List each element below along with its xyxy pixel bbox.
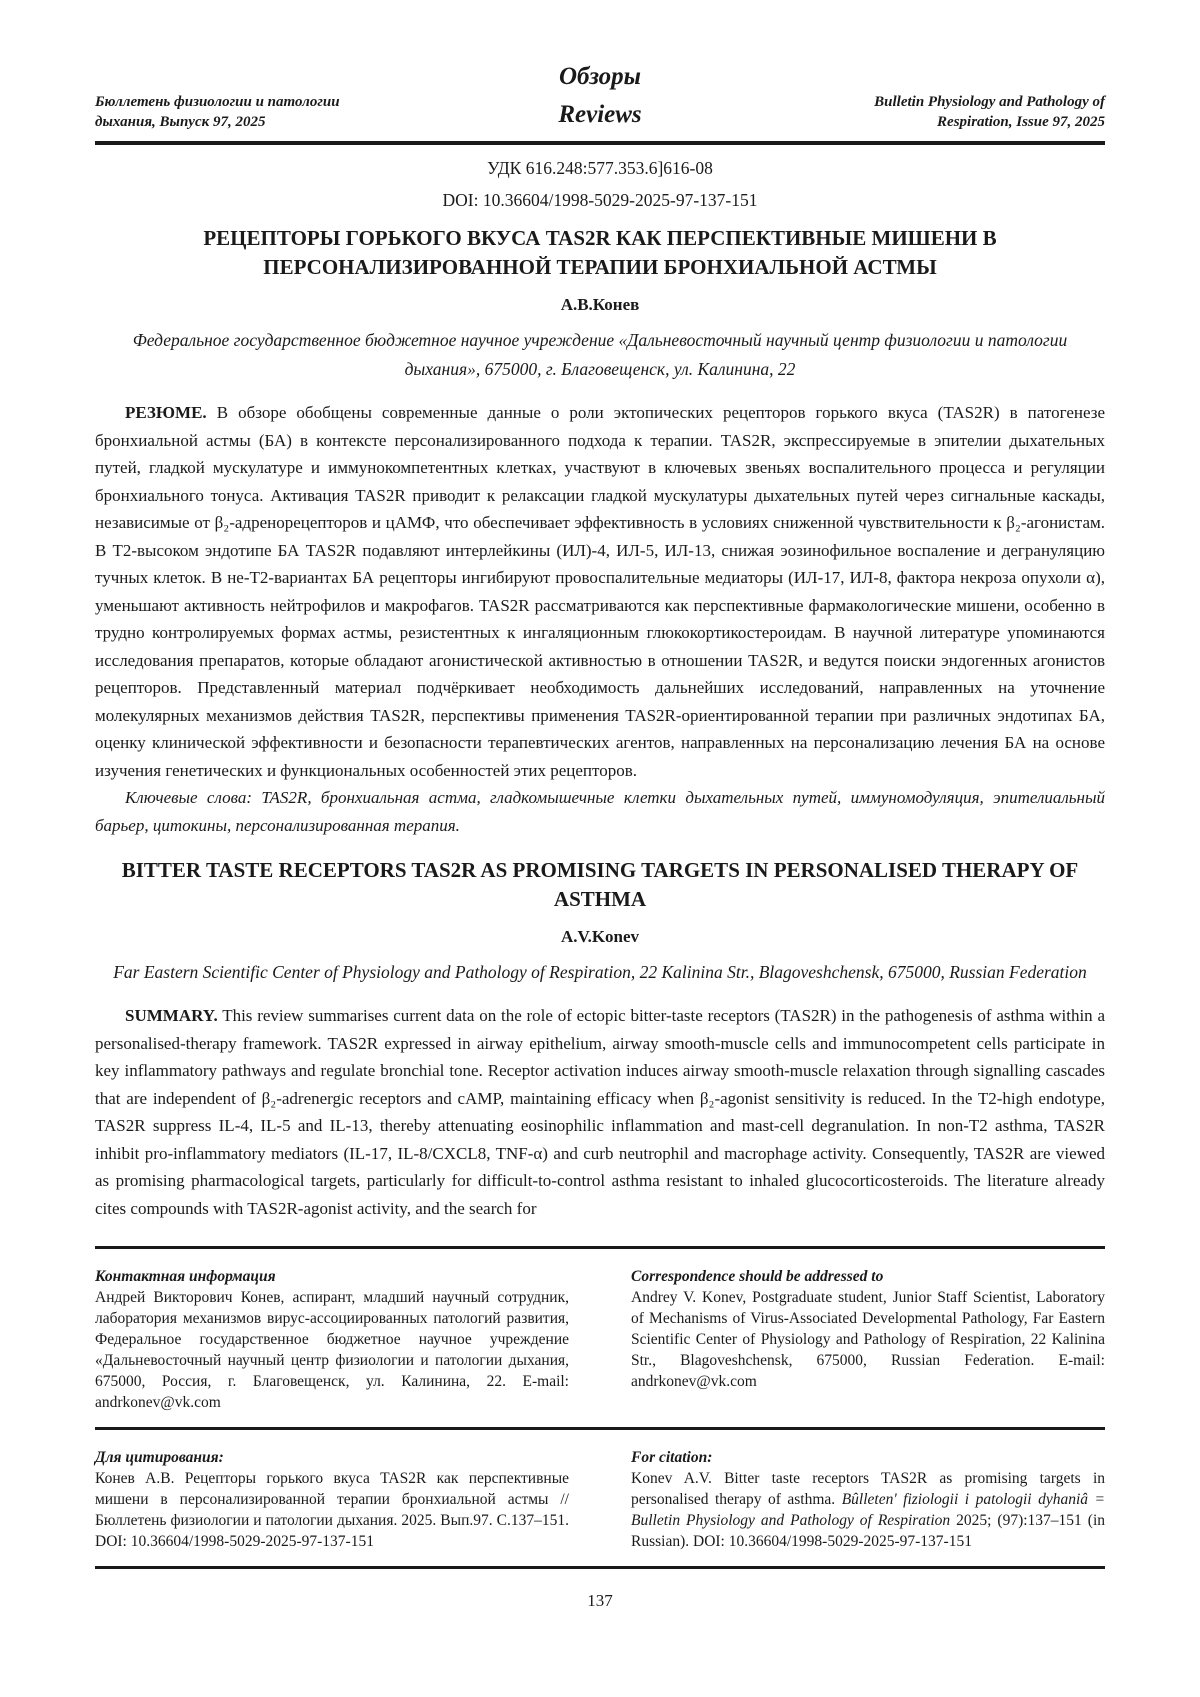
abstract-ru-text: В обзоре обобщены современные данные о роли эктопических рецепторов горького вкуса (TAS2R) в патогенезе бронхиальной астмы (БА) в контексте персонализированного подхода к терапии. TAS2R, экспрессируемые в эпителии дыхательных путей, гладкой мускулатуре и иммунокомпетентных клетках, участвуют в ключевых звеньях воспалительного процесса и регуляции бронхиального тонуса. Активация TAS2R приводит к релаксации гладкой мускулатуры дыхательных путей через сигнальные каскады, независимые от β₂-адренорецепторов и цАМФ, что обеспечивает эффективность в условиях сниженной чувствительности к β₂-агонистам. В Т2-высоком эндотипе БА TAS2R подавляют интерлейкины (ИЛ)-4, ИЛ-5, ИЛ-13, снижая эозинофильное воспаление и дегрануляцию тучных клеток. В не-Т2-вариантах БА рецепторы ингибируют провоспалительные медиаторы (ИЛ-17, ИЛ-8, фактора некроза опухоли α), уменьшают активность нейтрофилов и макрофагов. TAS2R рассматриваются как перспективные фармакологические мишени, особенно в трудно контролируемых формах астмы, резистентных к ингаляционным глюкокортикостероидам. В научной литературе упоминаются исследования препаратов, которые обладают агонистической активностью в отношении TAS2R, и ведутся поиски эндогенных агонистов рецепторов. Представленный материал подчёркивает необходимость дальнейших исследований, направленных на уточнение молекулярных механизмов действия TAS2R, перспективы применения TAS2R-ориентированной терапии при различных эндотипах БА, оценку клинической эффективности и безопасности терапевтических агентов, направленных на персонализацию лечения БА на основе изучения генетических и функциональных особенностей этих рецепторов.: [95, 403, 1105, 780]
citation-en-text-end: 2025; (97):137–151 (in Russian). DOI: 10.36604/1998-5029-2025-97-137-151: [631, 1512, 1105, 1550]
footer-rule: [95, 1566, 1105, 1569]
citation-column-ru: [95, 1447, 569, 1552]
article-title-ru: РЕЦЕПТОРЫ ГОРЬКОГО ВКУСА TAS2R КАК ПЕРСПЕКТИВНЫЕ МИШЕНИ В ПЕРСОНАЛИЗИРОВАННОЙ ТЕРАПИИ БРОНХИАЛЬНОЙ АСТМЫ: [203, 226, 997, 279]
journal-name-ru: [95, 93, 395, 132]
contact-column-en: [631, 1266, 1105, 1413]
page-number: 137: [587, 1591, 613, 1610]
udk-number: УДК 616.248:577.353.6]616-08: [487, 158, 713, 178]
contact-heading-en: Correspondence should be addressed to: [631, 1268, 884, 1285]
citation-heading-ru: Для цитирования:: [95, 1449, 224, 1466]
contact-heading-ru: Контактная информация: [95, 1268, 276, 1285]
journal-name-en-line2: Respiration, Issue 97, 2025: [937, 113, 1105, 130]
journal-name-en: [805, 93, 1105, 132]
summary-en-text: This review summarises current data on the role of ectopic bitter-taste receptors (TAS2R) in the pathogenesis of asthma within a personalised-therapy framework. TAS2R expressed in airway epithelium, airway smooth-muscle cells and immunocompetent cells participate in key inflammatory pathways and regulate bronchial tone. Receptor activation induces airway smooth-muscle relaxation through signalling cascades that are independent of β₂-adrenergic receptors and cAMP, maintaining efficacy when β₂-agonist sensitivity is reduced. In the T2-high endotype, TAS2R suppress IL-4, IL-5 and IL-13, thereby attenuating eosinophilic inflammation and mast-cell degranulation. In non-T2 asthma, TAS2R inhibit pro-inflammatory mediators (IL-17, IL-8/CXCL8, TNF-α) and curb neutrophil and macrophage activity. Consequently, TAS2R are viewed as promising pharmacological targets, particularly for difficult-to-control asthma resistant to inhaled glucocorticosteroids. The literature already cites compounds with TAS2R-agonist activity, and the search for: [95, 1006, 1105, 1218]
keywords-ru: Ключевые слова: TAS2R, бронхиальная астма, гладкомышечные клетки дыхательных путей, иммуномодуляция, эпителиальный барьер, цитокины, персонализированная терапия.: [95, 788, 1105, 835]
doi-number: DOI: 10.36604/1998-5029-2025-97-137-151: [442, 190, 758, 210]
journal-name-ru-line2: дыхания, Выпуск 97, 2025: [95, 113, 266, 130]
affiliation-ru: Федеральное государственное бюджетное научное учреждение «Дальневосточный научный центр физиологии и патологии дыхания», 675000, г. Благовещенск, ул. Калинина, 22: [132, 330, 1068, 379]
section-heading-en: Reviews: [558, 101, 642, 128]
citation-body-ru: Конев А.В. Рецепторы горького вкуса TAS2R как перспективные мишени в персонализированной терапии бронхиальной астмы // Бюллетень физиологии и патологии дыхания. 2025. Вып.97. С.137–151. DOI: 10.36604/1998-5029-2025-97-137-151: [95, 1470, 569, 1550]
article-title-en: BITTER TASTE RECEPTORS TAS2R AS PROMISING TARGETS IN PERSONALISED THERAPY OF ASTHMA: [121, 858, 1079, 911]
author-ru: А.В.Конев: [560, 295, 640, 314]
masthead-rule: [95, 141, 1105, 145]
journal-name-en-line1: Bulletin Physiology and Pathology of: [874, 94, 1105, 110]
summary-en-label: SUMMARY.: [125, 1006, 218, 1025]
summary-en: [95, 1002, 1105, 1222]
contact-body-en: Andrey V. Konev, Postgraduate student, Junior Staff Scientist, Laboratory of Mechanisms of Virus-Associated Developmental Pathology, Far Eastern Scientific Center of Physiology and Pathology of Respiration, 22 Kalinina Str., Blagoveshchensk, 675000, Russian Federation. E-mail: andrkonev@vk.com: [631, 1289, 1105, 1390]
citation-en-text-start: Konev A.V. Bitter taste receptors TAS2R as promising targets in personalised therapy of asthma.: [631, 1470, 1105, 1508]
masthead: [95, 56, 1105, 132]
author-en: A.V.Konev: [560, 927, 640, 946]
contact-section: [95, 1249, 1105, 1413]
citation-column-en: [631, 1447, 1105, 1552]
contact-column-ru: [95, 1266, 569, 1413]
section-heading: [395, 58, 805, 134]
affiliation-en: Far Eastern Scientific Center of Physiology and Pathology of Respiration, 22 Kalinina Str., Blagoveshchensk, 675000, Russian Federation: [113, 962, 1087, 982]
abstract-ru: [95, 399, 1105, 784]
journal-name-ru-line1: Бюллетень физиологии и патологии: [95, 94, 340, 110]
citation-en-journal-title: Bûlleten' fiziologii i patologii dyhaniâ = Bulletin Physiology and Pathology of Respiration: [631, 1491, 1105, 1529]
section-heading-ru: Обзоры: [559, 63, 641, 90]
citation-heading-en: For citation:: [631, 1449, 713, 1466]
abstract-ru-label: РЕЗЮМЕ.: [125, 403, 207, 422]
citation-body-en: [631, 1468, 1105, 1552]
contact-body-ru: Андрей Викторович Конев, аспирант, младший научный сотрудник, лаборатория механизмов вирус-ассоциированных патологий развития, Федеральное государственное бюджетное научное учреждение «Дальневосточный научный центр физиологии и патологии дыхания, 675000, Россия, г. Благовещенск, ул. Калинина, 22. E-mail: andrkonev@vk.com: [95, 1289, 569, 1411]
citation-section: [95, 1430, 1105, 1552]
